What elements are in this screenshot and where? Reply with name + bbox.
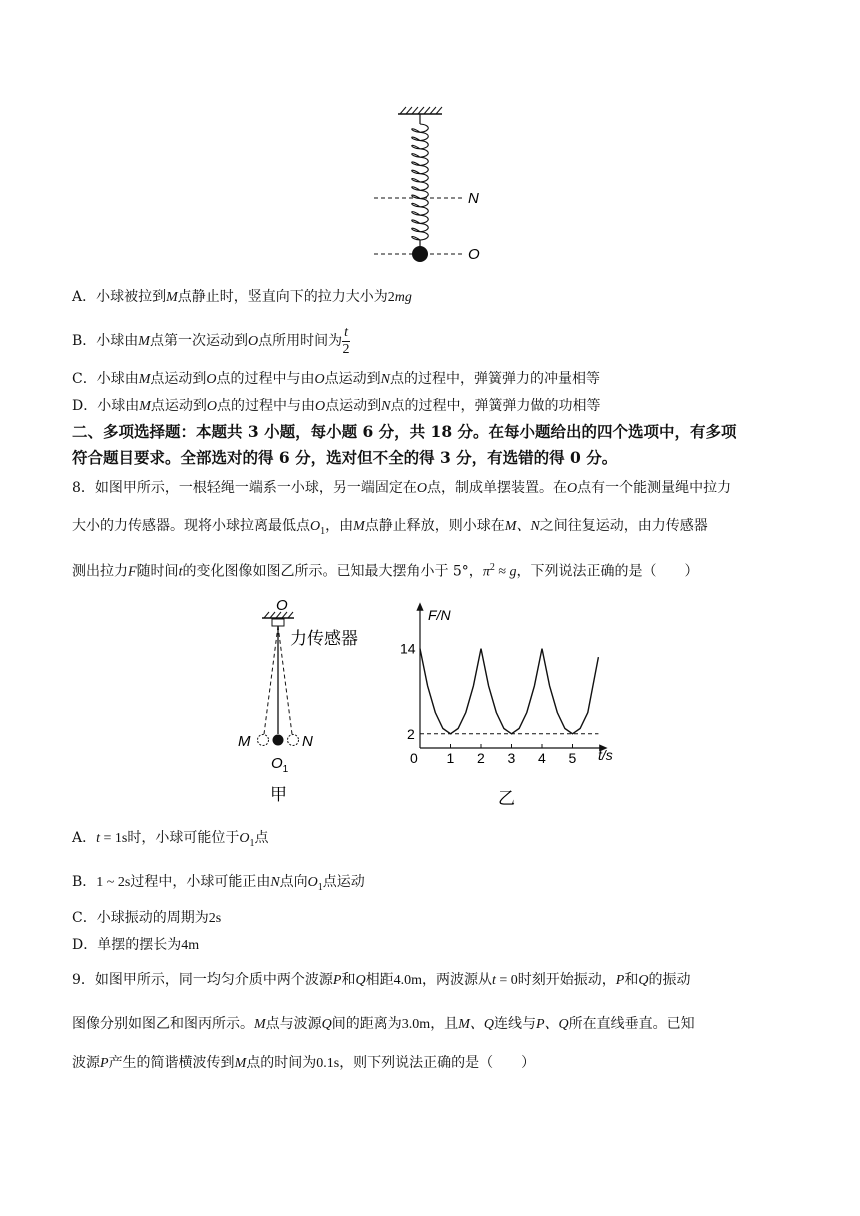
q8-option-a: A．t = 1s时，小球可能位于$O_1$点 [72,830,269,849]
spring-label-O: O [468,246,480,263]
fraction-t-over-2: $\frac{t}{2}$ [342,324,350,357]
y-axis-label: F/N [428,607,451,623]
section2-line2: 符合题目要求。全部选对的得 6 分，选对但不全的得 3 分，有选错的得 0 分。 [72,448,618,467]
y-tick-label: 14 [400,640,416,657]
q7-option-a: A．小球被拉到M点静止时，竖直向下的拉力大小为2mg [72,289,412,305]
spring-label-N: N [468,190,479,207]
x-tick-label: 1 [446,750,455,766]
q9-stem-line3: 波源P产生的简谐横波传到M点的时间为0.1s，则下列说法正确的是（ ） [72,1055,536,1071]
caption-yi: 乙 [498,789,515,808]
x-tick-label: 2 [477,750,485,766]
x-tick-label: 3 [507,750,516,766]
sensor-label: 力传感器 [290,629,358,648]
x-axis-label: t/s [598,747,613,763]
pendulum-label-O1: $O_1$ [271,755,289,775]
ball-O1 [273,735,284,746]
pendulum-label-M: M [238,733,251,750]
q7-option-c: C．小球由M点运动到O点的过程中与由O点运动到N点的过程中，弹簧弹力的冲量相等 [72,371,600,387]
pendulum-label-N: N [302,733,313,750]
spring-figure [360,102,500,267]
force-curve [420,649,598,734]
ball [412,246,428,262]
ball-M [258,735,269,746]
y-tick-label: 2 [407,725,415,742]
pendulum-label-O: O [276,597,288,614]
force-sensor-box [272,619,284,626]
q7-option-d: D．小球由M点运动到O点的过程中与由O点运动到N点的过程中，弹簧弹力做的功相等 [72,398,601,414]
q7-option-b: B．小球由M点第一次运动到O点所用时间为 $\frac{t}{2}$ [72,324,350,357]
q9-stem-line2: 图像分别如图乙和图丙所示。M点与波源Q间的距离为3.0m，且M、Q连线与P、Q所在直线垂直。已知 [72,1016,695,1032]
q9-stem-line1: 9．如图甲所示，同一均匀介质中两个波源P和Q相距4.0m，两波源从t = 0时刻开始振动，P和Q的振动 [72,972,691,988]
q8-option-d: D．单摆的摆长为4m [72,937,200,953]
spring-coil [412,124,429,240]
q8-stem-line2: 大小的力传感器。现将小球拉离最低点$O_1$，由M点静止释放，则小球在M、N之间往复运动，由力传感器 [72,518,708,537]
force-time-chart [398,600,628,812]
x-tick-label: 4 [538,750,546,766]
pendulum-figure [228,596,378,808]
x-tick-label: 0 [410,750,418,766]
ball-N [288,735,299,746]
x-tick-label: 5 [568,750,577,766]
q8-option-c: C．小球振动的周期为2s [72,910,222,926]
q8-option-b: B．1 ~ 2s过程中，小球可能正由N点向$O_1$点运动 [72,874,365,893]
caption-jia: 甲 [270,785,287,804]
section2-line1: 二、多项选择题：本题共 3 小题，每小题 6 分，共 18 分。在每小题给出的四个选项中，有多项 [72,422,737,441]
q8-stem-line1: 8．如图甲所示，一根轻绳一端系一小球，另一端固定在O点，制成单摆装置。在O点有一个能测量绳中拉力 [72,480,732,496]
q8-stem-line3: 测出拉力F随时间t的变化图像如图乙所示。已知最大摆角小于 5°，$\pi^2 \approx g$，下列说法正确的是（ ） [72,562,699,580]
